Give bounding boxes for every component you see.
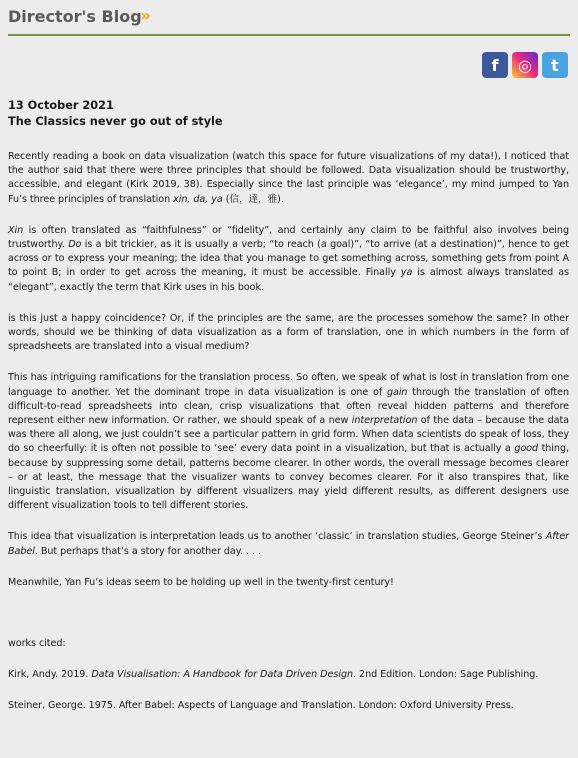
- post-date: 13 October 2021: [8, 99, 114, 112]
- twitter-icon[interactable]: t: [542, 52, 568, 78]
- paragraph-1: [8, 150, 569, 207]
- text: This has intriguing ramifications for the translation process. So often, we speak of what is lost in translation from one language to another. Yet the dominant trope in data visualization is one of: [8, 372, 569, 398]
- text: is often translated as “faithfulness” or “fidelity”, and certainly any claim to be faithful also involves being trustworthy.: [8, 224, 569, 251]
- social-links: [482, 52, 568, 78]
- citation-steiner: Steiner, George. 1975. After Babel: Aspects of Language and Translation. London: Oxford University Press.: [8, 700, 514, 712]
- emphasis: After Babel: [8, 531, 569, 557]
- paragraph-5: [8, 530, 569, 558]
- text: . But perhaps that’s a story for another day. . . .: [34, 545, 262, 557]
- double-chevron-icon: »: [140, 6, 148, 26]
- emphasis: ya: [400, 267, 413, 279]
- text: is a bit trickier, as it is usually a verb; “to reach (a goal)”, “to arrive (at a destination)”, hence to get across or to express your meaning; the idea that you manage to get something across, something gets from point A to point B; in order to get across the meaning, it must be accessible. Finally: [8, 239, 569, 279]
- text: of the data – because the data was there all along, we just couldn’t see a particular pattern in grid form. When data scientists do speak of loss, they do so cheerfully: it is often not possible to ‘see’ every data point in a visualization, but that is actually a: [8, 415, 569, 455]
- blog-header: [8, 0, 570, 36]
- emphasis: good: [514, 443, 539, 455]
- blog-post: [8, 98, 569, 731]
- paragraph-6: Meanwhile, Yan Fu’s ideas seem to be holding up well in the twenty-first century!: [8, 576, 394, 588]
- paragraph-3: is this just a happy coincidence? Or, if the principles are the same, are the processes somehow the same? In other words, should we be thinking of data visualization as a form of translation, one in which numbers in the form of spreadsheets are translated into a visual medium?: [8, 312, 569, 353]
- instagram-icon[interactable]: ◎: [512, 52, 538, 78]
- facebook-icon[interactable]: f: [482, 52, 508, 78]
- text: thing, because by suppressing some detail, patterns become clearer. In other words, the overall message becomes clearer – or at least, the message that the visualizer wants to convey becomes clearer. For it also transpires that, like linguistic translation, visualization by different visualizers may yield different results, as different designers use different visualization tools to tell different stories.: [8, 443, 569, 512]
- emphasis: Do: [68, 239, 82, 251]
- emphasis: gain: [386, 386, 408, 398]
- text: Recently reading a book on data visualization (watch this space for future visualizations of my data!), I noticed that the author said that there were three principles that should be followed. Data visualization should be trustworthy, accessible, and elegant (Kirk 2019, 38). Especially since the last principle was ‘elegance’, my mind jumped to Yan Fu’s three principles of translation: [8, 151, 569, 205]
- text: . 2nd Edition. London: Sage Publishing.: [353, 669, 539, 681]
- text: through the translation of often difficult-to-read spreadsheets into clean, crisp visualizations that often reveal hidden patterns and therefore represent either new information. Or rather, we should speak of a new: [8, 386, 569, 427]
- emphasis: Xin: [8, 224, 24, 236]
- citation-kirk: [8, 668, 569, 682]
- text: is almost always translated as “elegant”, exactly the term that Kirk uses in his book.: [8, 267, 569, 293]
- text: (信，達，雅).: [222, 193, 284, 205]
- paragraph-2: [8, 224, 569, 295]
- text: Kirk, Andy. 2019.: [8, 669, 92, 681]
- page-title: Director's Blog: [8, 7, 142, 26]
- emphasis: interpretation: [351, 415, 418, 427]
- text: This idea that visualization is interpretation leads us to another ‘classic’ in translation studies, George Steiner’s: [8, 531, 546, 543]
- emphasis: xin, da, ya: [173, 193, 223, 205]
- paragraph-4: [8, 371, 569, 513]
- post-title: The Classics never go out of style: [8, 115, 223, 128]
- spacer: [8, 607, 569, 637]
- works-cited-label: works cited:: [8, 638, 66, 650]
- emphasis: Data Visualisation: A Handbook for Data Driven Design: [91, 669, 354, 681]
